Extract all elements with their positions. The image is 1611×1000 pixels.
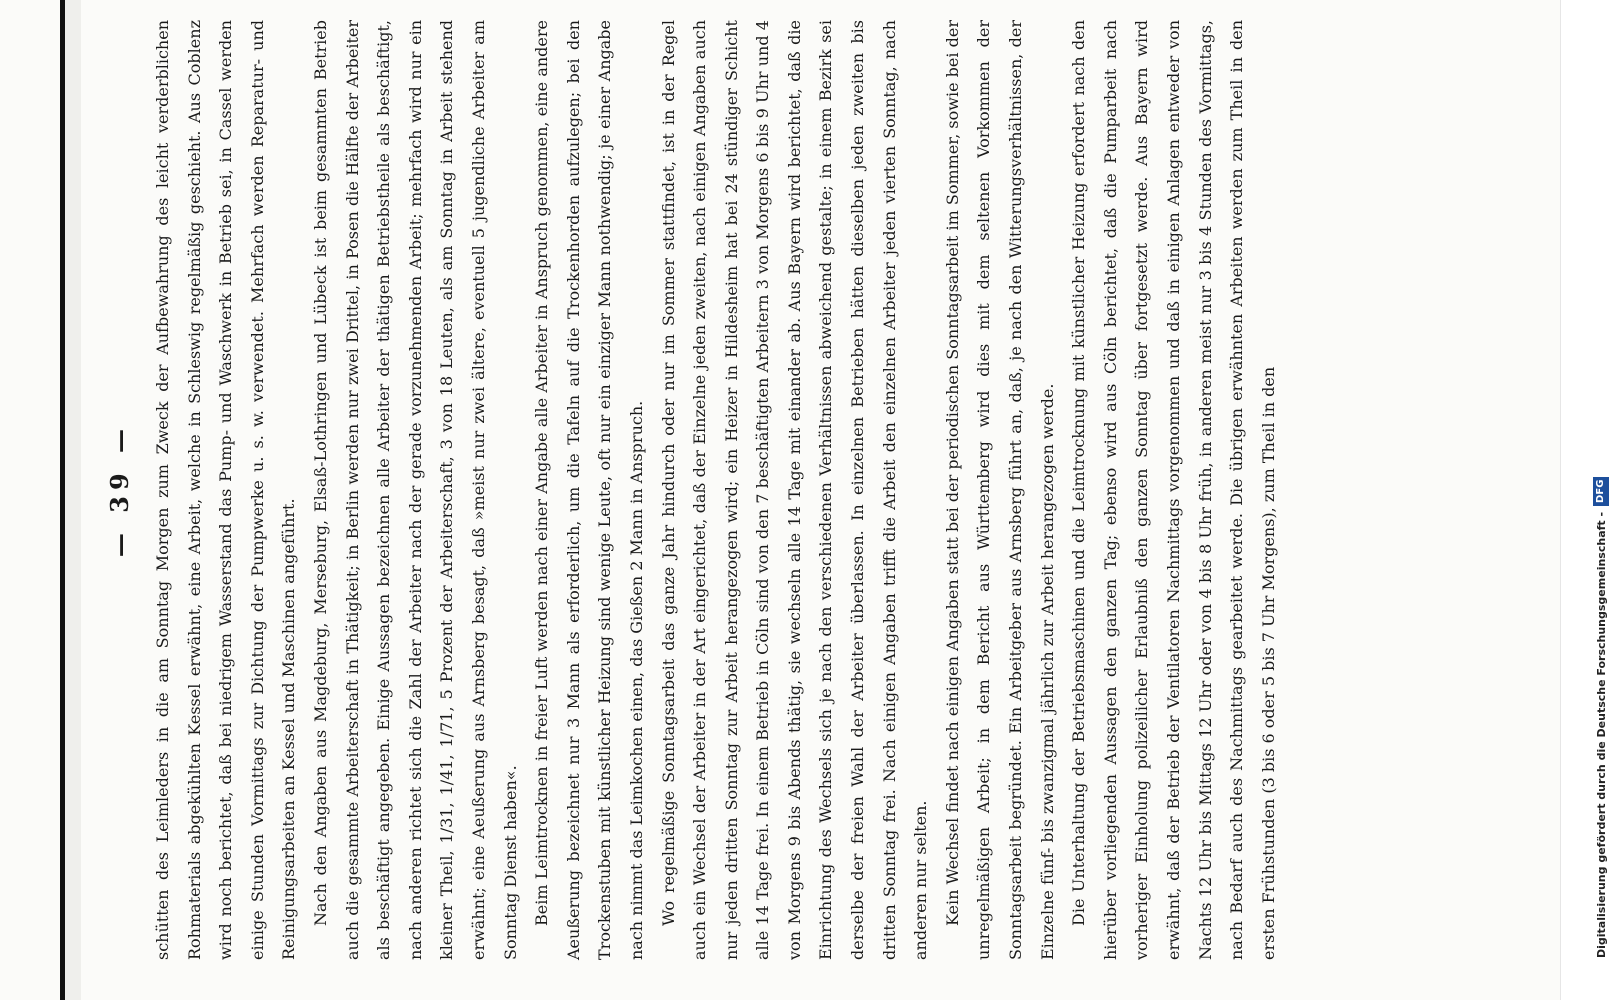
paragraph: Die Unterhaltung der Betriebsmaschinen und die Leimtrocknung mit künstlicher Heizung erfordert nach den hierüber vorliegenden Aussagen den ganzen Tag; ebenso wird aus Cöln berichtet, daß die Pumparbeit nach vorheriger Einholung polizeilicher Erlaubniß den ganzen Sonntag über fortgesetzt werde. Aus Bayern wird erwähnt, daß der Betrieb der Ventilatoren Nachmittags vorgenommen und daß in einigen Anlagen entweder von Nachts 12 Uhr bis Mittags 12 Uhr oder von 4 bis 8 Uhr früh, in anderen meist nur 3 bis 4 Stunden des Vormittags, nach Bedarf auch des Nachmittags gearbeitet werde. Die übrigen erwähnten Arbeiten werden zum Theil in den ersten Frühstunden (3 bis 6 oder 5 bis 7 Uhr Morgens), zum Theil in den — [1069, 20, 1278, 960]
paragraph: Kein Wechsel findet nach einigen Angaben statt bei der periodischen Sonntagsarbeit im Sommer, sowie bei der unregelmäßigen Arbeit; in dem Bericht aus Württemberg wird dies mit dem seltenen Vorkommen der Sonntagsarbeit begründet. Ein Arbeitgeber aus Arnsberg führt an, daß, je nach den Witterungsverhältnissen, der Einzelne fünf- bis zwanzigmal jährlich zur Arbeit herangezogen werde. — [942, 20, 1057, 960]
page-number-header: — 39 — — [105, 422, 134, 558]
paragraph: schütten des Leimleders in die am Sonntag Morgen zum Zweck der Aufbewahrung des leicht verderblichen Rohmaterials abgekühlten Kessel erwähnt, eine Arbeit, welche in Schleswig regelmäßig geschieht. Aus Coblenz wird noch berichtet, daß bei niedrigem Wasserstand das Pump- und Waschwerk in Betrieb sei, in Cassel werden einige Stunden Vormittags zur Dichtung der Pumpwerke u. s. w. verwendet. Mehrfach werden Reparatur- und Reinigungsarbeiten an Kessel und Maschinen angeführt. — [153, 20, 299, 960]
digitization-credit — [1591, 18, 1611, 958]
body-text — [147, 20, 1547, 960]
credit-text: Digitalisierung gefördert durch die Deutsche Forschungsgemeinschaft - — [1594, 511, 1608, 958]
dfg-logo: DFG — [1593, 477, 1609, 506]
page-edge-gap — [65, 0, 81, 1000]
paragraph: Wo regelmäßige Sonntagsarbeit das ganze Jahr hindurch oder nur im Sommer stattfindet, ist in der Regel auch ein Wechsel der Arbeiter in der Art eingerichtet, daß der Einzelne jeden zweiten, nach einigen Angaben auch nur jeden dritten Sonntag zur Arbeit herangezogen wird; ein Heizer in Hildesheim hat bei 24 stündiger Schicht alle 14 Tage frei. In einem Betrieb in Cöln sind von den 7 beschäftigten Arbeitern 3 von Morgens 6 bis 9 Uhr und 4 von Morgens 9 bis Abends thätig, sie wechseln alle 14 Tage mit einander ab. Aus Bayern wird berichtet, daß die Einrichtung des Wechsels sich je nach den verschiedenen Verhältnissen abweichend gestalte; in einem Bezirk sei derselbe der freien Wahl der Arbeiter überlassen. In einzelnen Betrieben hätten dieselben jeden zweiten bis dritten Sonntag frei. Nach einigen Angaben trifft die Arbeit den einzelnen Arbeiter jeden vierten Sonntag, nach anderen nur selten. — [658, 20, 931, 960]
paragraph: Nach den Angaben aus Magdeburg, Merseburg, Elsaß-Lothringen und Lübeck ist beim gesammten Betrieb auch die gesammte Arbeiterschaft in Thätigkeit; in Berlin werden nur zwei Drittel, in Posen die Hälfte der Arbeiter als beschäftigt angegeben. Einige Aussagen bezeichnen alle Arbeiter der thätigen Betriebstheile als beschäftigt, nach anderen richtet sich die Zahl der Arbeiter nach der gerade vorzunehmenden Arbeit; mehrfach wird nur ein kleiner Theil, 1/31, 1/41, 1/71, 5 Prozent der Arbeiterschaft, 3 von 18 Leuten, als am Sonntag in Arbeit stehend erwähnt; eine Aeußerung aus Arnsberg besagt, daß »meist nur zwei ältere, eventuell 5 jugendliche Arbeiter am Sonntag Dienst haben«. — [310, 20, 520, 960]
paragraph: Beim Leimtrocknen in freier Luft werden nach einer Angabe alle Arbeiter in Anspruch genommen, eine andere Aeußerung bezeichnet nur 3 Mann als erforderlich, um die Tafeln auf die Trockenhorden aufzulegen; bei den Trockenstuben mit künstlicher Heizung sind wenige Leute, oft nur ein einziger Mann nothwendig; je einer Angabe nach nimmt das Leimkochen einen, das Gießen 2 Mann in Anspruch. — [532, 20, 646, 960]
rotated-page-content — [105, 20, 1545, 960]
